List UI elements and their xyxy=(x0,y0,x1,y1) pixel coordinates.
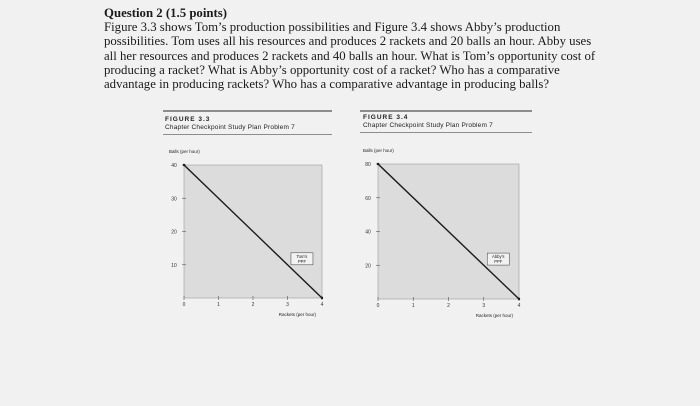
x-tick-label: 2 xyxy=(447,303,450,309)
y-tick-label: 20 xyxy=(365,263,371,270)
x-tick-label: 0 xyxy=(376,303,380,309)
ppf-point xyxy=(321,297,323,299)
x-tick-label: 4 xyxy=(320,302,324,308)
x-tick-label: 1 xyxy=(411,303,415,309)
y-axis-label: Balls (per hour) xyxy=(169,149,200,154)
question-body: Figure 3.3 shows Tom’s production possibilities and Figure 3.4 shows Abby’s production possibilities. Tom uses all his resources and produces 2 rackets and 20 balls an hour. Abby uses all her resources and produces 2 rackets and 40 balls an hour. What is Tom’s opportunity cost of producing a racket? What is Abby’s opportunity cost of a racket? Who has a comparative advantage in producing rackets? Who has a comparative advantage in producing balls? xyxy=(104,20,596,92)
y-tick-label: 30 xyxy=(171,196,177,203)
ppf-point xyxy=(183,164,185,166)
question-title: Question 2 (1.5 points) xyxy=(104,6,228,20)
ppf-label-line2: PPF xyxy=(297,258,307,264)
ppf-point xyxy=(377,163,379,165)
y-tick-label: 40 xyxy=(365,229,371,236)
x-tick-label: 1 xyxy=(217,302,220,308)
chart-1 xyxy=(169,149,324,317)
y-tick-label: 20 xyxy=(171,229,177,236)
x-axis-label: Rackets (per hour) xyxy=(475,313,513,318)
figure-3-3-number: FIGURE 3.3 xyxy=(165,116,211,123)
ppf-point xyxy=(518,298,520,300)
ppf-label-line2: PPF xyxy=(494,259,503,265)
chart-2 xyxy=(363,148,521,318)
figure-3-4-number: FIGURE 3.4 xyxy=(363,114,409,121)
x-tick-label: 3 xyxy=(286,302,289,308)
ppf-label-line1: Abby's xyxy=(492,254,505,260)
ppf-label-line1: Tom's xyxy=(296,253,308,259)
y-tick-label: 80 xyxy=(365,162,371,168)
x-axis-label: Rackets (per hour) xyxy=(278,312,316,317)
x-tick-label: 2 xyxy=(251,302,255,308)
x-tick-label: 4 xyxy=(517,303,521,309)
figure-3-4-caption: Chapter Checkpoint Study Plan Problem 7 xyxy=(363,121,493,129)
y-tick-label: 60 xyxy=(365,195,371,202)
figure-3-3-caption: Chapter Checkpoint Study Plan Problem 7 xyxy=(165,123,295,131)
x-tick-label: 3 xyxy=(482,303,486,309)
x-tick-label: 0 xyxy=(182,302,186,308)
y-tick-label: 40 xyxy=(171,163,177,169)
y-tick-label: 10 xyxy=(171,262,177,269)
y-axis-label: Balls (per hour) xyxy=(363,148,394,153)
